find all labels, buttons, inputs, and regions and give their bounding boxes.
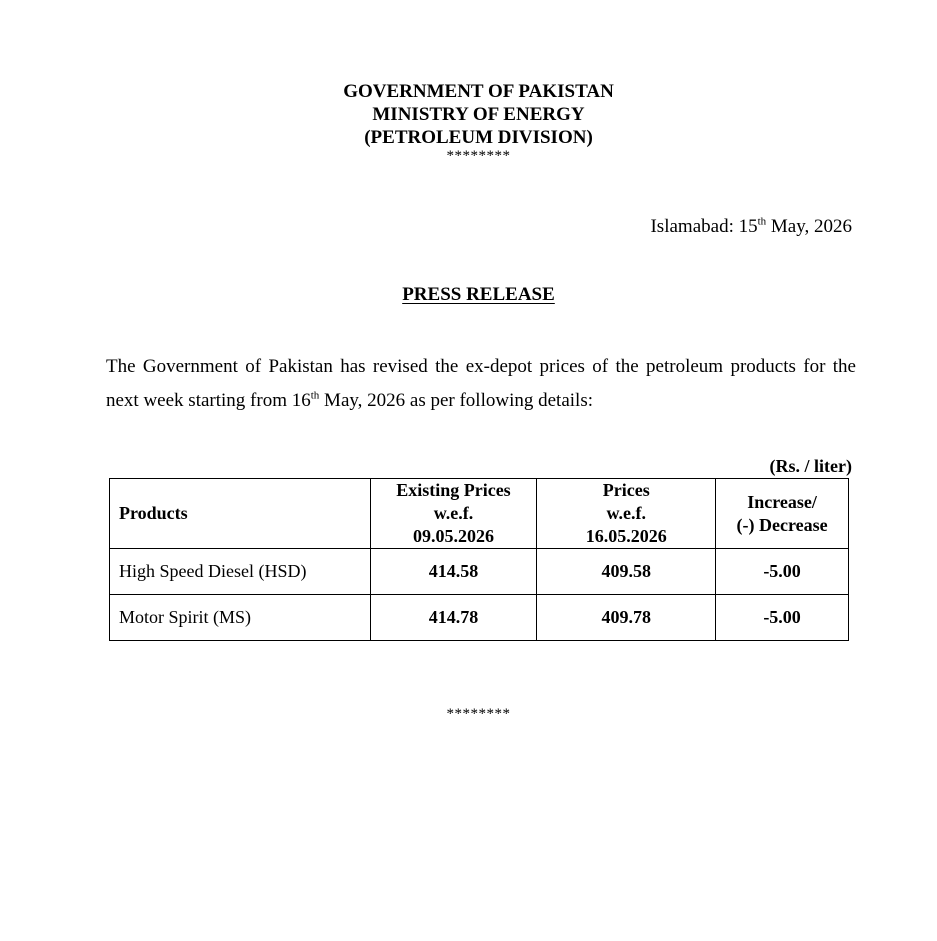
header-new-label: Prices — [602, 480, 650, 500]
cell-product: Motor Spirit (MS) — [110, 595, 371, 641]
header-new-prices — [537, 479, 716, 549]
press-release-body — [106, 350, 856, 418]
header-separator: ******** — [446, 148, 511, 164]
dateline-place-day: Islamabad: 15 — [650, 216, 758, 237]
dateline-day-suffix: th — [757, 215, 767, 228]
header-change-increase: Increase/ — [747, 491, 817, 512]
header-existing-date: 09.05.2026 — [412, 526, 494, 546]
header-new-wef: w.e.f. — [606, 503, 646, 523]
table-row — [110, 595, 849, 641]
body-text-part2: May, 2026 as per following details: — [319, 390, 593, 411]
cell-new-price: 409.58 — [537, 549, 716, 595]
cell-new-price: 409.78 — [537, 595, 716, 641]
cell-product: High Speed Diesel (HSD) — [110, 549, 371, 595]
footer-separator: ******** — [446, 706, 511, 722]
dateline-month-year: May, 2026 — [766, 216, 852, 237]
table-header-row — [110, 479, 849, 549]
header-existing-prices — [370, 479, 537, 549]
press-release-title: PRESS RELEASE — [402, 284, 555, 305]
header-existing-label: Existing Prices — [396, 480, 511, 500]
header-government: GOVERNMENT OF PAKISTAN — [343, 81, 614, 102]
dateline — [650, 214, 852, 240]
document-header — [0, 80, 937, 163]
cell-existing-price: 414.78 — [370, 595, 537, 641]
table-row — [110, 549, 849, 595]
unit-note: (Rs. / liter) — [769, 456, 852, 476]
body-text-part1: The Government of Pakistan has revised the ex-depot prices of the petroleum products for the next week starting from 16 — [106, 356, 856, 411]
price-table — [109, 478, 849, 641]
header-change — [716, 479, 849, 549]
header-division: (PETROLEUM DIVISION) — [364, 127, 593, 148]
header-products: Products — [110, 479, 371, 549]
header-change-decrease: (-) Decrease — [736, 514, 828, 535]
header-ministry: MINISTRY OF ENERGY — [372, 104, 585, 125]
header-existing-wef: w.e.f. — [433, 503, 474, 523]
header-new-date: 16.05.2026 — [585, 526, 667, 546]
cell-existing-price: 414.58 — [370, 549, 537, 595]
cell-change: -5.00 — [716, 549, 849, 595]
cell-change: -5.00 — [716, 595, 849, 641]
body-day-suffix: th — [310, 389, 320, 402]
